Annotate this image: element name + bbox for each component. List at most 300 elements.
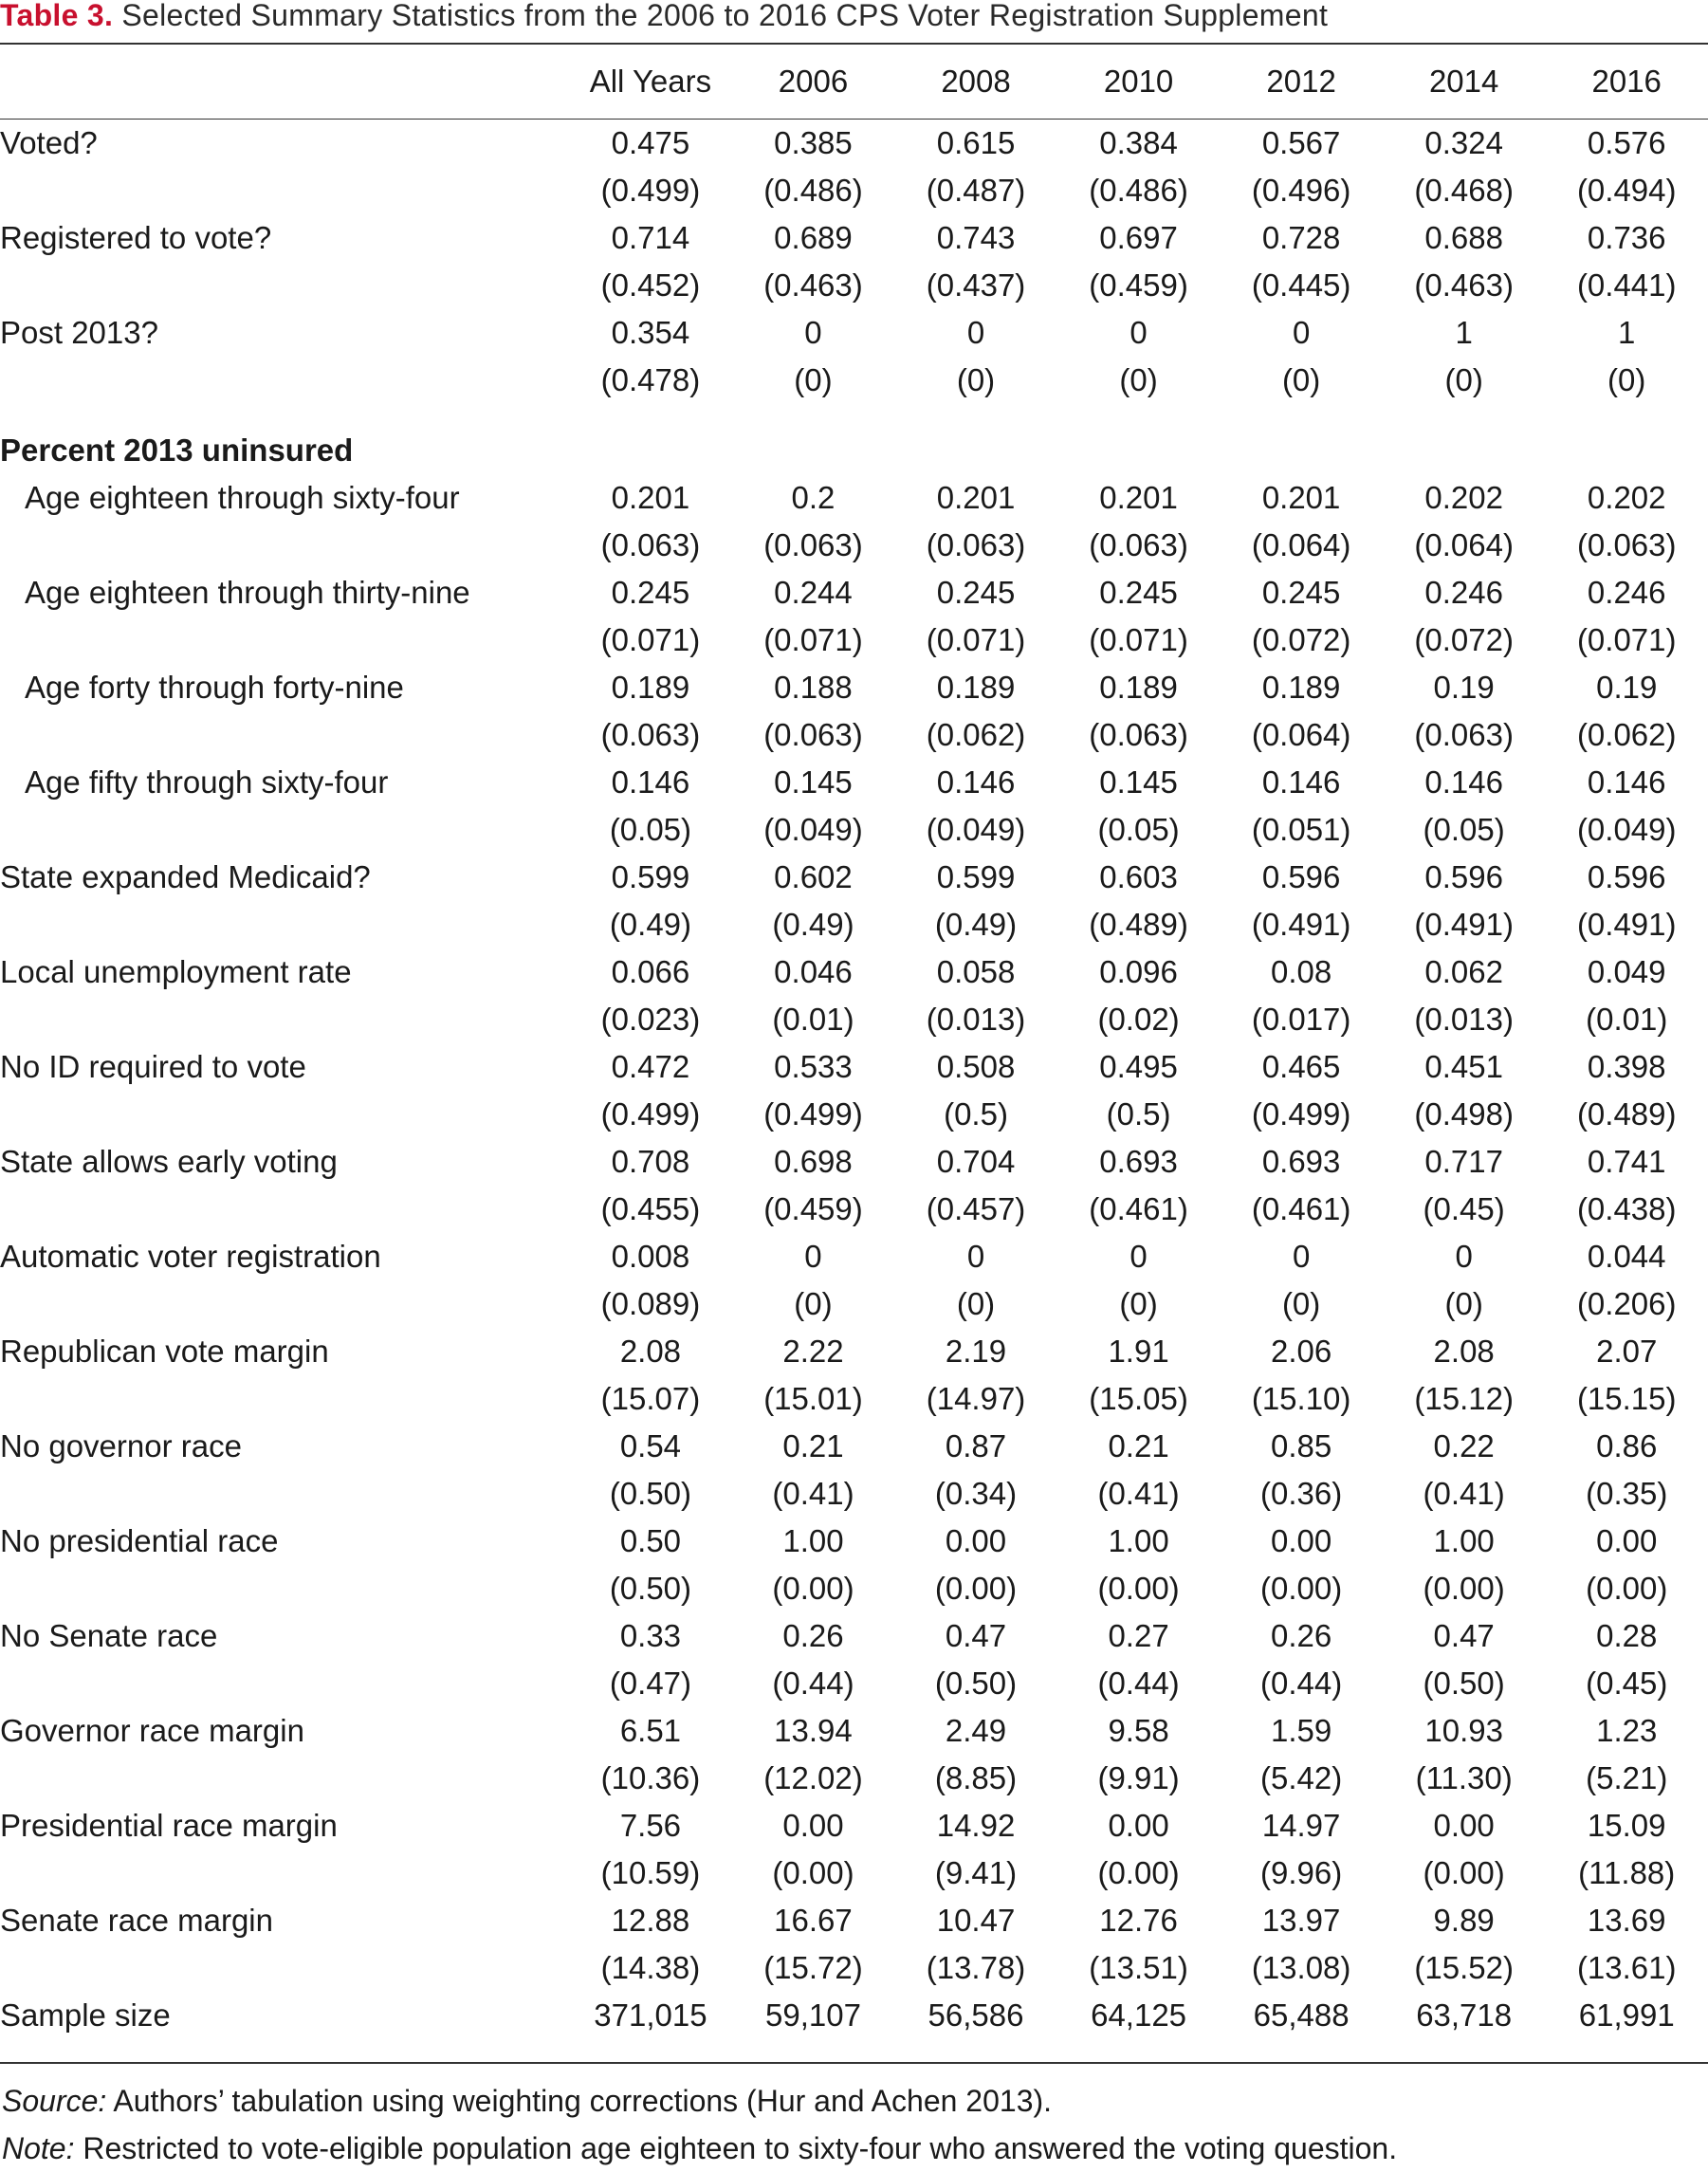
row-label: Registered to vote? bbox=[0, 220, 272, 255]
cell-mean: 0.00 bbox=[1271, 1523, 1332, 1558]
cell-sd: (0.064) bbox=[1251, 717, 1351, 752]
cell-sd: (0.486) bbox=[763, 173, 863, 208]
row-label: No Senate race bbox=[0, 1618, 218, 1653]
cell-mean: 0.698 bbox=[774, 1144, 853, 1179]
spacer-row bbox=[0, 404, 1708, 427]
cell-sd: (0.489) bbox=[1576, 1096, 1677, 1132]
cell-sd: (0.063) bbox=[600, 527, 701, 562]
cell-mean: 0.201 bbox=[611, 480, 690, 515]
cell-sd: (0.063) bbox=[763, 527, 863, 562]
restriction-note bbox=[2, 2125, 1397, 2172]
row-label-blank bbox=[0, 167, 569, 214]
cell-mean: 0.689 bbox=[774, 220, 853, 255]
cell-mean: 0.26 bbox=[782, 1618, 844, 1653]
table-row-sd bbox=[0, 1091, 1708, 1138]
cell-mean: 0 bbox=[804, 315, 822, 350]
cell-mean: 0.615 bbox=[936, 125, 1016, 160]
table-row bbox=[0, 1897, 1708, 1944]
row-label: Voted? bbox=[0, 125, 98, 160]
cell-mean: 0.697 bbox=[1099, 220, 1178, 255]
cell-mean: 0.188 bbox=[774, 670, 853, 705]
cell-mean: 0 bbox=[1292, 1239, 1311, 1274]
cell-mean: 0.058 bbox=[936, 954, 1016, 989]
row-label: Age fifty through sixty-four bbox=[25, 764, 389, 800]
cell-mean: 0 bbox=[966, 1239, 985, 1274]
cell-mean: 0.145 bbox=[774, 764, 853, 800]
cell-sd: (0.50) bbox=[934, 1666, 1018, 1701]
cell-sd: (0.023) bbox=[600, 1002, 701, 1037]
table-number: Table 3. bbox=[0, 0, 114, 32]
cell-mean: 0.246 bbox=[1587, 575, 1666, 610]
cell-mean: 0.384 bbox=[1099, 125, 1178, 160]
cell-mean: 9.89 bbox=[1433, 1903, 1495, 1938]
cell-sd: (9.41) bbox=[934, 1855, 1018, 1890]
table-row bbox=[0, 948, 1708, 996]
source-text: Authors’ tabulation using weighting corrections (Hur and Achen 2013). bbox=[106, 2084, 1053, 2118]
cell-mean: 1.91 bbox=[1108, 1334, 1169, 1369]
cell-sd: (15.10) bbox=[1251, 1381, 1351, 1416]
cell-sample-size: 64,125 bbox=[1091, 1997, 1187, 2033]
cell-sd: (0.013) bbox=[1414, 1002, 1514, 1037]
cell-mean: 0.245 bbox=[1099, 575, 1178, 610]
cell-mean: 0.00 bbox=[1108, 1808, 1169, 1843]
cell-mean: 6.51 bbox=[619, 1713, 682, 1748]
cell-mean: 0 bbox=[1292, 315, 1311, 350]
cell-sd: (13.61) bbox=[1576, 1950, 1677, 1985]
cell-mean: 2.06 bbox=[1271, 1334, 1332, 1369]
column-header: All Years bbox=[589, 64, 712, 99]
cell-mean: 1.00 bbox=[1108, 1523, 1169, 1558]
cell-mean: 13.97 bbox=[1261, 1903, 1341, 1938]
cell-sd: (0.491) bbox=[1576, 907, 1677, 942]
row-label-blank bbox=[0, 357, 569, 404]
cell-sd: (0.071) bbox=[1576, 622, 1677, 657]
cell-sd: (0.50) bbox=[609, 1476, 692, 1511]
cell-mean: 0.201 bbox=[1099, 480, 1178, 515]
cell-sd: (0.063) bbox=[600, 717, 701, 752]
cell-sd: (0.5) bbox=[1106, 1096, 1171, 1132]
row-label-blank bbox=[0, 1660, 569, 1707]
cell-sd: (0.017) bbox=[1251, 1002, 1351, 1037]
cell-sd: (12.02) bbox=[763, 1760, 863, 1795]
cell-sd: (0.499) bbox=[600, 173, 701, 208]
cell-sd: (0) bbox=[1119, 1286, 1158, 1321]
cell-sd: (0.071) bbox=[926, 622, 1026, 657]
cell-sd: (0) bbox=[1444, 1286, 1483, 1321]
cell-sd: (0.00) bbox=[772, 1571, 854, 1606]
table-row bbox=[0, 1612, 1708, 1660]
cell-mean: 0.066 bbox=[611, 954, 690, 989]
cell-mean: 0.008 bbox=[611, 1239, 690, 1274]
cell-mean: 0.2 bbox=[791, 480, 836, 515]
table-row bbox=[0, 664, 1708, 711]
table-row-sd bbox=[0, 167, 1708, 214]
cell-sd: (0.50) bbox=[1423, 1666, 1505, 1701]
cell-mean: 0.533 bbox=[774, 1049, 853, 1084]
cell-sd: (0.47) bbox=[609, 1666, 692, 1701]
cell-sd: (0.499) bbox=[1251, 1096, 1351, 1132]
cell-sd: (0.486) bbox=[1089, 173, 1188, 208]
cell-mean: 0.189 bbox=[1099, 670, 1178, 705]
cell-sd: (0.41) bbox=[1423, 1476, 1505, 1511]
section-heading-row bbox=[0, 427, 1708, 474]
cell-sd: (0) bbox=[1607, 362, 1646, 397]
cell-mean: 0.508 bbox=[936, 1049, 1016, 1084]
cell-mean: 0 bbox=[804, 1239, 822, 1274]
cell-sd: (0.206) bbox=[1576, 1286, 1677, 1321]
cell-mean: 0.54 bbox=[619, 1428, 682, 1463]
cell-sd: (0.062) bbox=[926, 717, 1026, 752]
cell-mean: 16.67 bbox=[774, 1903, 853, 1938]
cell-mean: 0.602 bbox=[774, 859, 853, 894]
cell-sample-size: 56,586 bbox=[927, 1997, 1024, 2033]
cell-sd: (15.12) bbox=[1414, 1381, 1514, 1416]
cell-mean: 0.26 bbox=[1271, 1618, 1332, 1653]
table-row-sd bbox=[0, 262, 1708, 309]
row-label: Local unemployment rate bbox=[0, 954, 352, 989]
cell-sd: (0.049) bbox=[926, 812, 1026, 847]
cell-sd: (10.36) bbox=[600, 1760, 701, 1795]
cell-sd: (0.49) bbox=[609, 907, 692, 942]
row-label: No ID required to vote bbox=[0, 1049, 306, 1084]
table-row bbox=[0, 1138, 1708, 1186]
cell-sd: (15.01) bbox=[763, 1381, 863, 1416]
cell-mean: 0.202 bbox=[1587, 480, 1666, 515]
table-row-sd bbox=[0, 1280, 1708, 1328]
cell-mean: 13.69 bbox=[1587, 1903, 1666, 1938]
cell-mean: 0.324 bbox=[1424, 125, 1503, 160]
table-row-sd bbox=[0, 617, 1708, 664]
cell-sd: (0.00) bbox=[1260, 1571, 1343, 1606]
table-row-sd bbox=[0, 711, 1708, 759]
cell-sd: (0.05) bbox=[1423, 812, 1505, 847]
cell-mean: 0.603 bbox=[1099, 859, 1178, 894]
row-label-blank bbox=[0, 1375, 569, 1423]
cell-mean: 0.596 bbox=[1424, 859, 1503, 894]
cell-mean: 0.146 bbox=[611, 764, 690, 800]
cell-sd: (0.00) bbox=[1423, 1571, 1505, 1606]
cell-sd: (0.01) bbox=[1586, 1002, 1668, 1037]
cell-sd: (0.457) bbox=[926, 1191, 1026, 1226]
column-header-row bbox=[0, 45, 1708, 119]
cell-sd: (0.00) bbox=[1097, 1571, 1180, 1606]
table-row-sd bbox=[0, 1565, 1708, 1612]
cell-sd: (0.089) bbox=[600, 1286, 701, 1321]
row-label: State allows early voting bbox=[0, 1144, 338, 1179]
cell-mean: 0.00 bbox=[782, 1808, 844, 1843]
cell-sd: (0.494) bbox=[1576, 173, 1677, 208]
row-label-blank bbox=[0, 1850, 569, 1897]
table-caption: Selected Summary Statistics from the 2006 to 2016 CPS Voter Registration Supplement bbox=[121, 0, 1329, 32]
row-label-blank bbox=[0, 617, 569, 664]
cell-sd: (0.489) bbox=[1089, 907, 1188, 942]
cell-sd: (0.496) bbox=[1251, 173, 1351, 208]
cell-sd: (13.08) bbox=[1251, 1950, 1351, 1985]
cell-mean: 0.062 bbox=[1424, 954, 1503, 989]
section-heading: Percent 2013 uninsured bbox=[0, 433, 354, 468]
cell-mean: 1 bbox=[1455, 315, 1473, 350]
cell-mean: 0.245 bbox=[611, 575, 690, 610]
cell-sd: (0.00) bbox=[1586, 1571, 1668, 1606]
cell-mean: 0.28 bbox=[1596, 1618, 1658, 1653]
cell-mean: 0.596 bbox=[1261, 859, 1341, 894]
cell-mean: 0.87 bbox=[945, 1428, 1007, 1463]
cell-sd: (0.491) bbox=[1251, 907, 1351, 942]
column-header: 2010 bbox=[1103, 64, 1174, 99]
cell-sample-size: 371,015 bbox=[594, 1997, 707, 2033]
cell-sd: (8.85) bbox=[934, 1760, 1018, 1795]
column-header: 2006 bbox=[778, 64, 849, 99]
row-label-blank bbox=[0, 1755, 569, 1802]
row-label-blank bbox=[0, 1186, 569, 1233]
cell-mean: 0.398 bbox=[1587, 1049, 1666, 1084]
cell-sd: (0.45) bbox=[1423, 1191, 1505, 1226]
cell-mean: 0.096 bbox=[1099, 954, 1178, 989]
cell-mean: 0.567 bbox=[1261, 125, 1341, 160]
cell-sd: (0) bbox=[956, 362, 996, 397]
cell-mean: 2.07 bbox=[1596, 1334, 1658, 1369]
cell-mean: 0.22 bbox=[1433, 1428, 1495, 1463]
cell-sd: (0.461) bbox=[1089, 1191, 1188, 1226]
cell-sd: (0.41) bbox=[1097, 1476, 1180, 1511]
cell-sd: (0.049) bbox=[763, 812, 863, 847]
cell-mean: 0.21 bbox=[782, 1428, 844, 1463]
row-label-blank bbox=[0, 996, 569, 1043]
cell-sd: (0.478) bbox=[600, 362, 701, 397]
cell-sd: (5.21) bbox=[1586, 1760, 1668, 1795]
row-label: Age eighteen through thirty-nine bbox=[25, 575, 470, 610]
row-label-blank bbox=[0, 1091, 569, 1138]
row-label: No presidential race bbox=[0, 1523, 279, 1558]
cell-sd: (0.45) bbox=[1586, 1666, 1668, 1701]
row-label-blank bbox=[0, 1470, 569, 1518]
cell-mean: 0.743 bbox=[936, 220, 1016, 255]
cell-sd: (0.063) bbox=[926, 527, 1026, 562]
row-label: Republican vote margin bbox=[0, 1334, 329, 1369]
cell-sd: (0.35) bbox=[1586, 1476, 1668, 1511]
table-row bbox=[0, 854, 1708, 901]
cell-mean: 0 bbox=[1455, 1239, 1473, 1274]
table-row bbox=[0, 120, 1708, 167]
cell-sd: (0.437) bbox=[926, 267, 1026, 303]
cell-sd: (10.59) bbox=[600, 1855, 701, 1890]
cell-mean: 0.00 bbox=[1596, 1523, 1658, 1558]
bottom-rule bbox=[0, 2062, 1708, 2064]
cell-mean: 0.046 bbox=[774, 954, 853, 989]
table-row bbox=[0, 214, 1708, 262]
header-blank bbox=[0, 45, 569, 119]
cell-mean: 0.145 bbox=[1099, 764, 1178, 800]
cell-mean: 0.189 bbox=[611, 670, 690, 705]
cell-sd: (0.487) bbox=[926, 173, 1026, 208]
cell-sd: (0.5) bbox=[944, 1096, 1008, 1132]
table-row-sd bbox=[0, 996, 1708, 1043]
cell-mean: 0.049 bbox=[1587, 954, 1666, 989]
table-row bbox=[0, 759, 1708, 806]
row-label-blank bbox=[0, 1944, 569, 1992]
table-row bbox=[0, 1518, 1708, 1565]
cell-sd: (0.463) bbox=[763, 267, 863, 303]
cell-mean: 2.08 bbox=[1433, 1334, 1495, 1369]
cell-sd: (0.44) bbox=[1260, 1666, 1343, 1701]
cell-mean: 0.189 bbox=[936, 670, 1016, 705]
cell-sd: (11.30) bbox=[1415, 1760, 1513, 1795]
cell-sd: (0.064) bbox=[1414, 527, 1514, 562]
cell-mean: 0.00 bbox=[1433, 1808, 1495, 1843]
cell-sd: (0) bbox=[794, 1286, 833, 1321]
cell-mean: 0.21 bbox=[1108, 1428, 1169, 1463]
cell-sd: (0.063) bbox=[1414, 717, 1514, 752]
cell-sd: (0.071) bbox=[1089, 622, 1188, 657]
cell-sd: (13.78) bbox=[926, 1950, 1026, 1985]
table-row bbox=[0, 1423, 1708, 1470]
cell-mean: 12.88 bbox=[611, 1903, 690, 1938]
cell-sd: (0.072) bbox=[1251, 622, 1351, 657]
cell-sd: (0.499) bbox=[763, 1096, 863, 1132]
row-label: Age eighteen through sixty-four bbox=[25, 480, 460, 515]
cell-sd: (0.499) bbox=[600, 1096, 701, 1132]
cell-sd: (0.498) bbox=[1414, 1096, 1514, 1132]
cell-sd: (0.50) bbox=[609, 1571, 692, 1606]
cell-mean: 0.044 bbox=[1587, 1239, 1666, 1274]
column-header: 2008 bbox=[941, 64, 1011, 99]
cell-mean: 0.475 bbox=[611, 125, 690, 160]
cell-sd: (9.96) bbox=[1260, 1855, 1343, 1890]
row-label: Post 2013? bbox=[0, 315, 158, 350]
cell-mean: 0.08 bbox=[1271, 954, 1332, 989]
cell-sd: (0) bbox=[1281, 1286, 1321, 1321]
cell-mean: 0.201 bbox=[1261, 480, 1341, 515]
cell-mean: 0.146 bbox=[1424, 764, 1503, 800]
cell-sample-size: 61,991 bbox=[1578, 1997, 1675, 2033]
table-row-sd bbox=[0, 901, 1708, 948]
cell-mean: 15.09 bbox=[1587, 1808, 1666, 1843]
cell-mean: 0.451 bbox=[1424, 1049, 1503, 1084]
table-row-sd bbox=[0, 1850, 1708, 1897]
cell-sd: (15.05) bbox=[1089, 1381, 1188, 1416]
cell-sd: (0.49) bbox=[772, 907, 854, 942]
cell-sd: (0.072) bbox=[1414, 622, 1514, 657]
cell-mean: 7.56 bbox=[619, 1808, 682, 1843]
cell-mean: 1.23 bbox=[1596, 1713, 1658, 1748]
row-label: Governor race margin bbox=[0, 1713, 304, 1748]
cell-mean: 0.708 bbox=[611, 1144, 690, 1179]
cell-sd: (15.15) bbox=[1576, 1381, 1677, 1416]
cell-mean: 0.245 bbox=[936, 575, 1016, 610]
cell-sd: (14.97) bbox=[926, 1381, 1026, 1416]
table-row-sd bbox=[0, 1186, 1708, 1233]
cell-mean: 0.741 bbox=[1587, 1144, 1666, 1179]
cell-mean: 9.58 bbox=[1108, 1713, 1169, 1748]
cell-sd: (9.91) bbox=[1097, 1760, 1180, 1795]
cell-mean: 0.86 bbox=[1596, 1428, 1658, 1463]
cell-mean: 2.19 bbox=[945, 1334, 1007, 1369]
spacer-cell bbox=[0, 404, 1708, 427]
cell-sd: (11.88) bbox=[1578, 1855, 1676, 1890]
cell-sd: (0.071) bbox=[763, 622, 863, 657]
table-row bbox=[0, 1328, 1708, 1375]
cell-mean: 0.189 bbox=[1261, 670, 1341, 705]
cell-sd: (0.063) bbox=[763, 717, 863, 752]
table-row-sd bbox=[0, 806, 1708, 854]
cell-mean: 0.47 bbox=[1433, 1618, 1495, 1653]
sample-size-row bbox=[0, 1992, 1708, 2039]
cell-sd: (0) bbox=[1444, 362, 1483, 397]
cell-mean: 0 bbox=[966, 315, 985, 350]
table-row bbox=[0, 309, 1708, 357]
cell-mean: 0.47 bbox=[945, 1618, 1007, 1653]
cell-mean: 0.202 bbox=[1424, 480, 1503, 515]
cell-mean: 0.146 bbox=[1261, 764, 1341, 800]
cell-sd: (15.52) bbox=[1414, 1950, 1514, 1985]
cell-mean: 10.93 bbox=[1424, 1713, 1503, 1748]
cell-mean: 0.599 bbox=[611, 859, 690, 894]
cell-sd: (0.05) bbox=[1097, 812, 1180, 847]
cell-sd: (0.445) bbox=[1251, 267, 1351, 303]
cell-mean: 0.146 bbox=[1587, 764, 1666, 800]
cell-mean: 0 bbox=[1129, 1239, 1148, 1274]
column-header: 2016 bbox=[1591, 64, 1662, 99]
cell-sd: (0.064) bbox=[1251, 527, 1351, 562]
cell-sd: (0) bbox=[794, 362, 833, 397]
table-row-sd bbox=[0, 357, 1708, 404]
note-text: Restricted to vote-eligible population age eighteen to sixty-four who answered the voting question. bbox=[74, 2131, 1398, 2165]
cell-mean: 0.596 bbox=[1587, 859, 1666, 894]
cell-sample-size: 63,718 bbox=[1416, 1997, 1513, 2033]
cell-sd: (0.00) bbox=[1097, 1855, 1180, 1890]
cell-sd: (0.459) bbox=[763, 1191, 863, 1226]
cell-sd: (0.461) bbox=[1251, 1191, 1351, 1226]
cell-sd: (0.41) bbox=[772, 1476, 854, 1511]
table-title bbox=[0, 0, 1328, 34]
cell-mean: 0 bbox=[1129, 315, 1148, 350]
cell-sd: (0.00) bbox=[772, 1855, 854, 1890]
row-label: No governor race bbox=[0, 1428, 242, 1463]
cell-mean: 0.201 bbox=[936, 480, 1016, 515]
cell-mean: 1.59 bbox=[1271, 1713, 1332, 1748]
row-label: Senate race margin bbox=[0, 1903, 273, 1938]
table-row-sd bbox=[0, 1944, 1708, 1992]
cell-sd: (0.063) bbox=[1089, 717, 1188, 752]
table-row bbox=[0, 569, 1708, 617]
cell-sd: (5.42) bbox=[1260, 1760, 1343, 1795]
cell-mean: 0.688 bbox=[1424, 220, 1503, 255]
table-row bbox=[0, 1233, 1708, 1280]
cell-mean: 0.146 bbox=[936, 764, 1016, 800]
cell-sd: (0.063) bbox=[1089, 527, 1188, 562]
column-header: 2014 bbox=[1428, 64, 1499, 99]
cell-mean: 2.22 bbox=[782, 1334, 844, 1369]
row-label-blank bbox=[0, 522, 569, 569]
summary-statistics-table bbox=[0, 120, 1708, 2039]
cell-sd: (0.455) bbox=[600, 1191, 701, 1226]
cell-mean: 12.76 bbox=[1099, 1903, 1178, 1938]
cell-mean: 13.94 bbox=[774, 1713, 853, 1748]
cell-mean: 0.599 bbox=[936, 859, 1016, 894]
cell-mean: 1 bbox=[1618, 315, 1636, 350]
cell-mean: 14.97 bbox=[1261, 1808, 1341, 1843]
cell-mean: 0.246 bbox=[1424, 575, 1503, 610]
source-label: Source: bbox=[2, 2084, 107, 2118]
cell-sd: (0.49) bbox=[934, 907, 1018, 942]
cell-sd: (15.72) bbox=[763, 1950, 863, 1985]
cell-mean: 2.49 bbox=[945, 1713, 1007, 1748]
row-label-blank bbox=[0, 1280, 569, 1328]
table-row bbox=[0, 474, 1708, 522]
cell-sd: (0.491) bbox=[1414, 907, 1514, 942]
cell-sd: (15.07) bbox=[600, 1381, 701, 1416]
table-row-sd bbox=[0, 1375, 1708, 1423]
